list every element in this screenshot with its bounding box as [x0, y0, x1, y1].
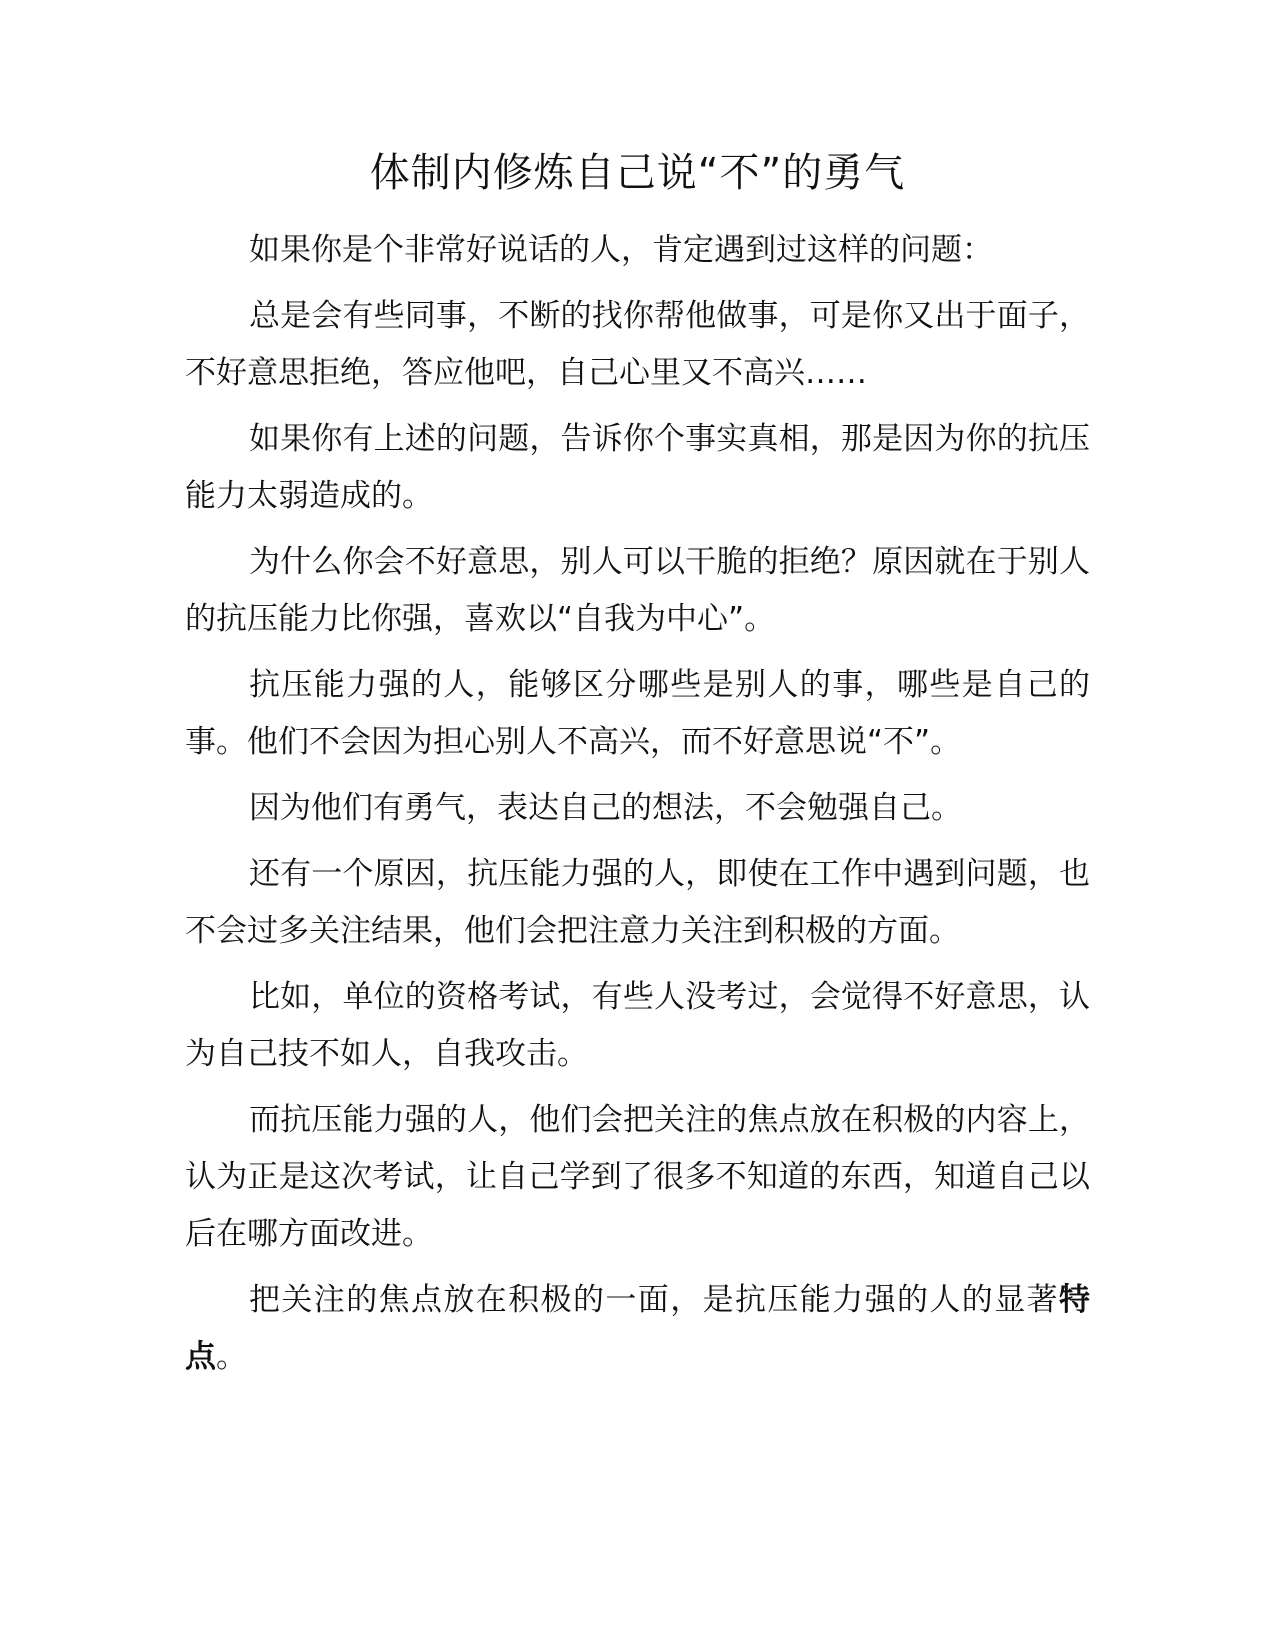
last-paragraph-main: 把关注的焦点放在积极的一面，是抗压能力强的人的显著	[249, 1282, 1059, 1318]
paragraph: 总是会有些同事，不断的找你帮他做事，可是你又出于面子，不好意思拒绝，答应他吧，自己心里又不高兴……	[185, 298, 1090, 391]
paragraph: 抗压能力强的人，能够区分哪些是别人的事，哪些是自己的事。他们不会因为担心别人不高兴，而不好意思说“不”。	[185, 667, 1090, 760]
paragraph: 因为他们有勇气，表达自己的想法，不会勉强自己。	[249, 790, 962, 826]
paragraph: 比如，单位的资格考试，有些人没考过，会觉得不好意思，认为自己技不如人，自我攻击。	[185, 979, 1090, 1072]
document-title: 体制内修炼自己说“不”的勇气	[369, 150, 906, 196]
last-paragraph-end: 。	[216, 1339, 247, 1375]
last-paragraph-bold-tail: 特点	[185, 1282, 1090, 1375]
document-body	[185, 222, 1090, 1386]
paragraph: 如果你是个非常好说话的人，肯定遇到过这样的问题：	[249, 232, 993, 268]
paragraph: 为什么你会不好意思，别人可以干脆的拒绝？原因就在于别人的抗压能力比你强，喜欢以“自我为中心”。	[185, 544, 1090, 637]
paragraph: 还有一个原因，抗压能力强的人，即使在工作中遇到问题，也不会过多关注结果，他们会把注意力关注到积极的方面。	[185, 856, 1090, 949]
paragraph: 而抗压能力强的人，他们会把关注的焦点放在积极的内容上，认为正是这次考试，让自己学到了很多不知道的东西，知道自己以后在哪方面改进。	[185, 1102, 1090, 1252]
paragraph: 如果你有上述的问题，告诉你个事实真相，那是因为你的抗压能力太弱造成的。	[185, 421, 1090, 514]
last-paragraph	[185, 1272, 1090, 1386]
